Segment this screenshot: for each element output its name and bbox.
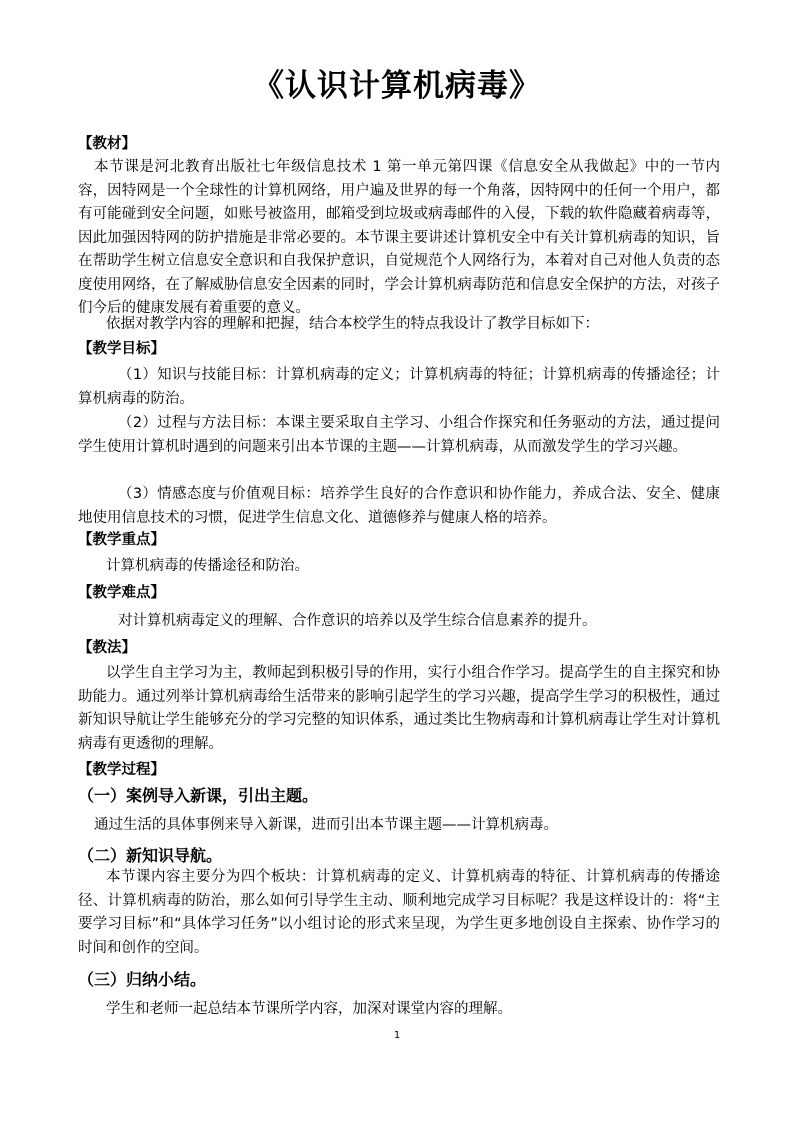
textbook-paragraph: 本节课是河北教育出版社七年级信息技术 1 第一单元第四课《信息安全从我做起》中的一节内容，因特网是一个全球性的计算机网络，用户遍及世界的每一个角落，因特网中的任何一个用户，都有可能碰到安全问题，如账号被盗用，邮箱受到垃圾或病毒邮件的入侵，下载的软件隐藏着病毒等，因此加强因特网的防护措施是非常必要的。本节课主要讲述计算机安全中有关计算机病毒的知识，旨在帮助学生树立信息安全意识和自我保护意识，自觉规范个人网络行为，本着对自己对他人负责的态度使用网络，在了解威胁信息安全因素的同时，学会计算机病毒防范和信息安全保护的方法，对孩子们今后的健康发展有着重要的意义。 [78,159,720,316]
teaching-method-text: 以学生自主学习为主，教师起到积极引导的作用，实行小组合作学习。提高学生的自主探究和协助能力。通过列举计算机病毒给生活带来的影响引起学生的学习兴趣，提高学生学习的积极性，通过新知识导航让学生能够充分的学习完整的知识体系，通过类比生物病毒和计算机病毒让学生对计算机病毒有更透彻的理解。 [78,665,720,752]
key-points-text: 计算机病毒的传播途径和防治。 [106,558,309,574]
goal-knowledge-skills: （1）知识与技能目标：计算机病毒的定义；计算机病毒的特征；计算机病毒的传播途径；计算机病毒的防治。 [78,367,720,407]
process-step-3-text: 学生和老师一起总结本节课所学内容，加深对课堂内容的理解。 [106,1001,512,1017]
section-heading-difficulties: 【教学难点】 [78,585,165,601]
process-step-2-text: 本节课内容主要分为四个板块：计算机病毒的定义、计算机病毒的特征、计算机病毒的传播途径、计算机病毒的防治，那么如何引导学生主动、顺利地完成学习目标呢？我是这样设计的：将“主要学习目标”和“具体学习任务”以小组讨论的形式来呈现，为学生更多地创设自主探索、协作学习的时间和创作的空间。 [78,869,720,956]
section-heading-textbook: 【教材】 [78,136,136,152]
process-step-1-text: 通过生活的具体事例来导入新课，进而引出本节课主题——计算机病毒。 [94,817,558,833]
process-step-3-title: （三）归纳小结。 [78,970,207,989]
section-heading-teaching-method: 【教法】 [78,640,136,656]
process-step-2-title: （二）新知识导航。 [78,846,223,865]
process-step-1-title: （一）案例导入新课，引出主题。 [78,786,319,805]
goal-intro-paragraph: 依据对教学内容的理解和把握，结合本校学生的特点我设计了教学目标如下： [106,316,599,332]
section-heading-key-points: 【教学重点】 [78,532,165,548]
section-heading-teaching-process: 【教学过程】 [78,762,165,778]
page-number: 1 [393,1030,401,1041]
difficulties-text: 对计算机病毒定义的理解、合作意识的培养以及学生综合信息素养的提升。 [118,613,597,629]
document-title: 《认识计算机病毒》 [253,68,541,104]
goal-process-methods: （2）过程与方法目标：本课主要采取自主学习、小组合作探究和任务驱动的方法，通过提问学生使用计算机时遇到的问题来引出本节课的主题——计算机病毒，从而激发学生的学习兴趣。 [78,415,720,455]
goal-attitude-values: （3）情感态度与价值观目标：培养学生良好的合作意识和协作能力，养成合法、安全、健康地使用信息技术的习惯，促进学生信息文化、道德修养与健康人格的培养。 [78,486,720,526]
section-heading-goals: 【教学目标】 [78,341,165,357]
